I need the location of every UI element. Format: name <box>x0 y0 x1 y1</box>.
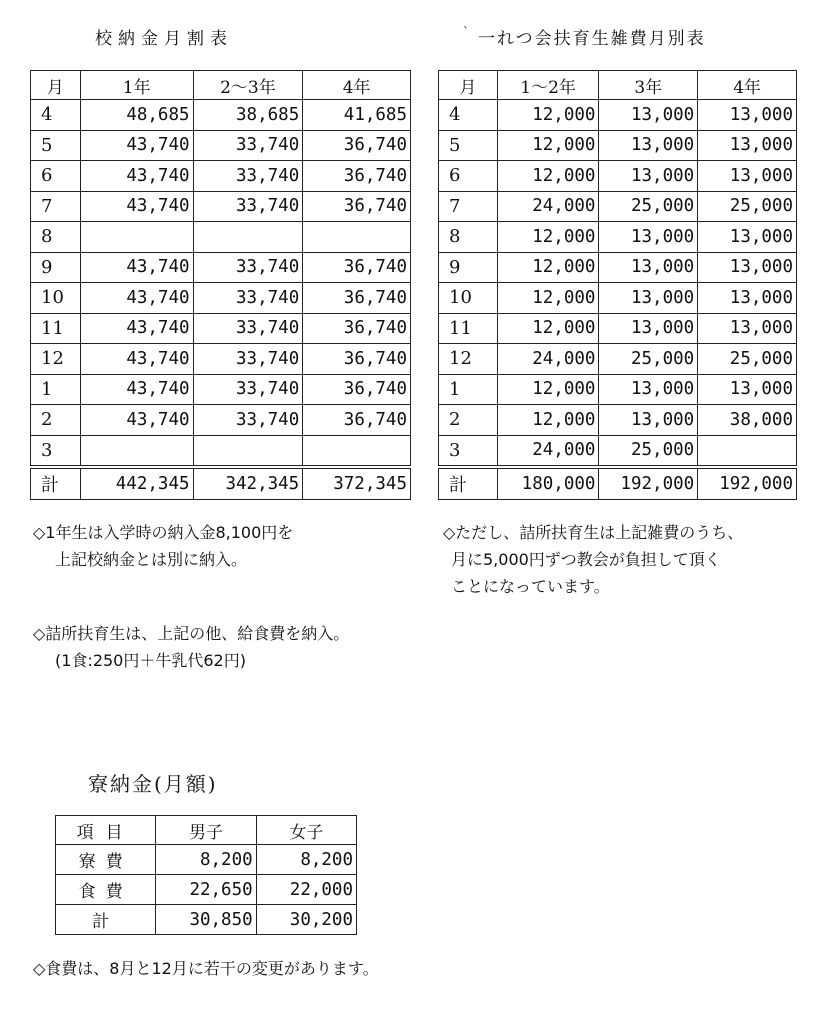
note-line: ◇詰所扶育生は、上記の他、給食費を納入。 <box>33 624 350 643</box>
table-row <box>31 374 411 405</box>
table-row <box>31 222 411 253</box>
table-row <box>439 252 797 283</box>
column-header: 女子 <box>256 816 356 845</box>
row-label: 11 <box>31 313 81 344</box>
table-cell: 33,740 <box>193 283 303 314</box>
total-cell: 180,000 <box>497 467 599 499</box>
table-row <box>31 313 411 344</box>
table-row <box>31 130 411 161</box>
table-row <box>439 191 797 222</box>
table-cell: 36,740 <box>303 130 411 161</box>
column-header: 4年 <box>698 71 797 100</box>
table-cell: 25,000 <box>599 191 698 222</box>
table-row <box>439 374 797 405</box>
table-cell: 38,000 <box>698 405 797 436</box>
table-cell: 13,000 <box>599 100 698 131</box>
table-row <box>56 875 357 905</box>
table-cell: 12,000 <box>497 374 599 405</box>
row-label: 5 <box>439 130 498 161</box>
column-header: 2～3年 <box>193 71 303 100</box>
table-cell: 22,650 <box>156 875 256 905</box>
table-cell: 33,740 <box>193 313 303 344</box>
note-meal-change <box>33 955 379 982</box>
row-label: 3 <box>439 435 498 467</box>
table-cell: 12,000 <box>497 405 599 436</box>
table-cell: 13,000 <box>599 130 698 161</box>
table-row <box>439 130 797 161</box>
table-header-row <box>31 71 411 100</box>
row-label: 10 <box>439 283 498 314</box>
row-label: 9 <box>439 252 498 283</box>
table-cell: 12,000 <box>497 252 599 283</box>
total-cell: 342,345 <box>193 467 303 499</box>
table-cell <box>303 435 411 467</box>
table-row <box>56 845 357 875</box>
note-line: 月に5,000円ずつ教会が負担して頂く <box>451 550 721 569</box>
total-cell: 442,345 <box>80 467 193 499</box>
table-cell: 25,000 <box>698 344 797 375</box>
table-cell: 13,000 <box>698 222 797 253</box>
table-cell: 13,000 <box>698 313 797 344</box>
table-cell: 22,000 <box>256 875 356 905</box>
table-cell: 36,740 <box>303 405 411 436</box>
table-cell <box>303 222 411 253</box>
note-line: ことになっています。 <box>451 577 610 596</box>
table-cell: 33,740 <box>193 191 303 222</box>
table-cell: 36,740 <box>303 161 411 192</box>
table-cell: 8,200 <box>256 845 356 875</box>
row-label: 6 <box>31 161 81 192</box>
table-row <box>56 905 357 935</box>
table-cell: 13,000 <box>698 100 797 131</box>
column-header: 男子 <box>156 816 256 845</box>
note-line: ◇1年生は入学時の納入金8,100円を <box>33 523 294 542</box>
dorm-fee-table <box>55 815 357 935</box>
table-cell: 12,000 <box>497 283 599 314</box>
table-row <box>31 283 411 314</box>
table-cell <box>80 435 193 467</box>
table-row <box>31 344 411 375</box>
table-cell: 43,740 <box>80 161 193 192</box>
table-row <box>31 100 411 131</box>
table-cell: 12,000 <box>497 100 599 131</box>
table-row <box>31 405 411 436</box>
row-label: 12 <box>31 344 81 375</box>
table-cell: 30,850 <box>156 905 256 935</box>
table-cell: 36,740 <box>303 344 411 375</box>
table-cell: 43,740 <box>80 344 193 375</box>
table-cell: 36,740 <box>303 313 411 344</box>
column-header: 月 <box>439 71 498 100</box>
table-cell: 43,740 <box>80 252 193 283</box>
table-cell: 30,200 <box>256 905 356 935</box>
table-cell: 13,000 <box>698 252 797 283</box>
table-cell <box>193 222 303 253</box>
misc-fee-table <box>438 70 797 500</box>
row-label: 4 <box>31 100 81 131</box>
table-cell: 25,000 <box>599 435 698 467</box>
table-header-row <box>56 816 357 845</box>
column-header: 項目 <box>56 816 156 845</box>
table-cell <box>193 435 303 467</box>
table-cell: 43,740 <box>80 313 193 344</box>
table-cell: 12,000 <box>497 313 599 344</box>
school-fee-table-title: 校納金月割表 <box>95 29 233 49</box>
table-cell: 43,740 <box>80 405 193 436</box>
row-label: 9 <box>31 252 81 283</box>
row-label: 11 <box>439 313 498 344</box>
table-row <box>31 191 411 222</box>
total-row <box>31 467 411 499</box>
column-header: 1～2年 <box>497 71 599 100</box>
table-cell: 13,000 <box>599 313 698 344</box>
row-label: 寮費 <box>56 845 156 875</box>
table-cell: 24,000 <box>497 435 599 467</box>
row-label: 7 <box>31 191 81 222</box>
table-row <box>439 313 797 344</box>
total-row <box>439 467 797 499</box>
table-cell: 13,000 <box>698 283 797 314</box>
row-label: 1 <box>439 374 498 405</box>
note-line: ◇ただし、詰所扶育生は上記雑費のうち、 <box>443 523 744 542</box>
table-cell: 33,740 <box>193 252 303 283</box>
row-label: 3 <box>31 435 81 467</box>
row-label: 7 <box>439 191 498 222</box>
dorm-fee-table-title: 寮納金(月額) <box>88 772 218 796</box>
column-header: 1年 <box>80 71 193 100</box>
table-cell: 12,000 <box>497 130 599 161</box>
total-cell: 372,345 <box>303 467 411 499</box>
table-cell: 24,000 <box>497 191 599 222</box>
table-row <box>439 283 797 314</box>
row-label: 計 <box>56 905 156 935</box>
row-label: 1 <box>31 374 81 405</box>
total-cell: 192,000 <box>698 467 797 499</box>
note-line: (1食:250円＋牛乳代62円) <box>55 651 246 670</box>
table-cell: 36,740 <box>303 283 411 314</box>
row-label: 8 <box>31 222 81 253</box>
table-cell: 33,740 <box>193 374 303 405</box>
table-cell: 25,000 <box>698 191 797 222</box>
note-first-year-fee <box>33 519 293 573</box>
note-meal-fee <box>33 620 349 674</box>
stray-mark: ` <box>463 25 469 39</box>
table-cell: 38,685 <box>193 100 303 131</box>
table-cell: 13,000 <box>599 405 698 436</box>
row-label: 6 <box>439 161 498 192</box>
column-header: 4年 <box>303 71 411 100</box>
table-row <box>439 100 797 131</box>
row-label: 5 <box>31 130 81 161</box>
note-line: ◇食費は、8月と12月に若干の変更があります。 <box>33 959 379 978</box>
table-cell <box>698 435 797 467</box>
table-cell: 43,740 <box>80 374 193 405</box>
column-header: 3年 <box>599 71 698 100</box>
table-row <box>439 161 797 192</box>
table-cell: 13,000 <box>698 130 797 161</box>
column-header: 月 <box>31 71 81 100</box>
table-row <box>31 435 411 467</box>
total-label: 計 <box>31 467 81 499</box>
row-label: 8 <box>439 222 498 253</box>
row-label: 食費 <box>56 875 156 905</box>
table-cell: 43,740 <box>80 191 193 222</box>
table-cell: 25,000 <box>599 344 698 375</box>
table-cell: 33,740 <box>193 130 303 161</box>
total-label: 計 <box>439 467 498 499</box>
table-cell: 13,000 <box>599 222 698 253</box>
table-row <box>439 405 797 436</box>
note-church-support <box>443 519 743 600</box>
table-cell: 43,740 <box>80 130 193 161</box>
table-cell: 36,740 <box>303 191 411 222</box>
table-row <box>439 435 797 467</box>
row-label: 12 <box>439 344 498 375</box>
misc-fee-table-title: 一れつ会扶育生雑費月別表 <box>478 29 706 49</box>
row-label: 4 <box>439 100 498 131</box>
table-row <box>439 222 797 253</box>
table-row <box>31 161 411 192</box>
table-cell: 12,000 <box>497 161 599 192</box>
table-cell: 8,200 <box>156 845 256 875</box>
table-cell: 13,000 <box>599 161 698 192</box>
table-cell: 43,740 <box>80 283 193 314</box>
row-label: 2 <box>31 405 81 436</box>
table-cell: 36,740 <box>303 252 411 283</box>
table-header-row <box>439 71 797 100</box>
table-cell: 33,740 <box>193 161 303 192</box>
table-cell: 33,740 <box>193 344 303 375</box>
table-row <box>31 252 411 283</box>
table-cell: 13,000 <box>599 252 698 283</box>
school-fee-table <box>30 70 411 500</box>
row-label: 2 <box>439 405 498 436</box>
table-cell: 41,685 <box>303 100 411 131</box>
table-cell: 13,000 <box>599 374 698 405</box>
row-label: 10 <box>31 283 81 314</box>
table-cell: 13,000 <box>698 161 797 192</box>
total-cell: 192,000 <box>599 467 698 499</box>
table-cell: 33,740 <box>193 405 303 436</box>
table-cell: 12,000 <box>497 222 599 253</box>
note-line: 上記校納金とは別に納入。 <box>55 550 248 569</box>
table-cell: 36,740 <box>303 374 411 405</box>
table-cell <box>80 222 193 253</box>
table-cell: 13,000 <box>599 283 698 314</box>
table-cell: 24,000 <box>497 344 599 375</box>
table-cell: 13,000 <box>698 374 797 405</box>
table-row <box>439 344 797 375</box>
table-cell: 48,685 <box>80 100 193 131</box>
